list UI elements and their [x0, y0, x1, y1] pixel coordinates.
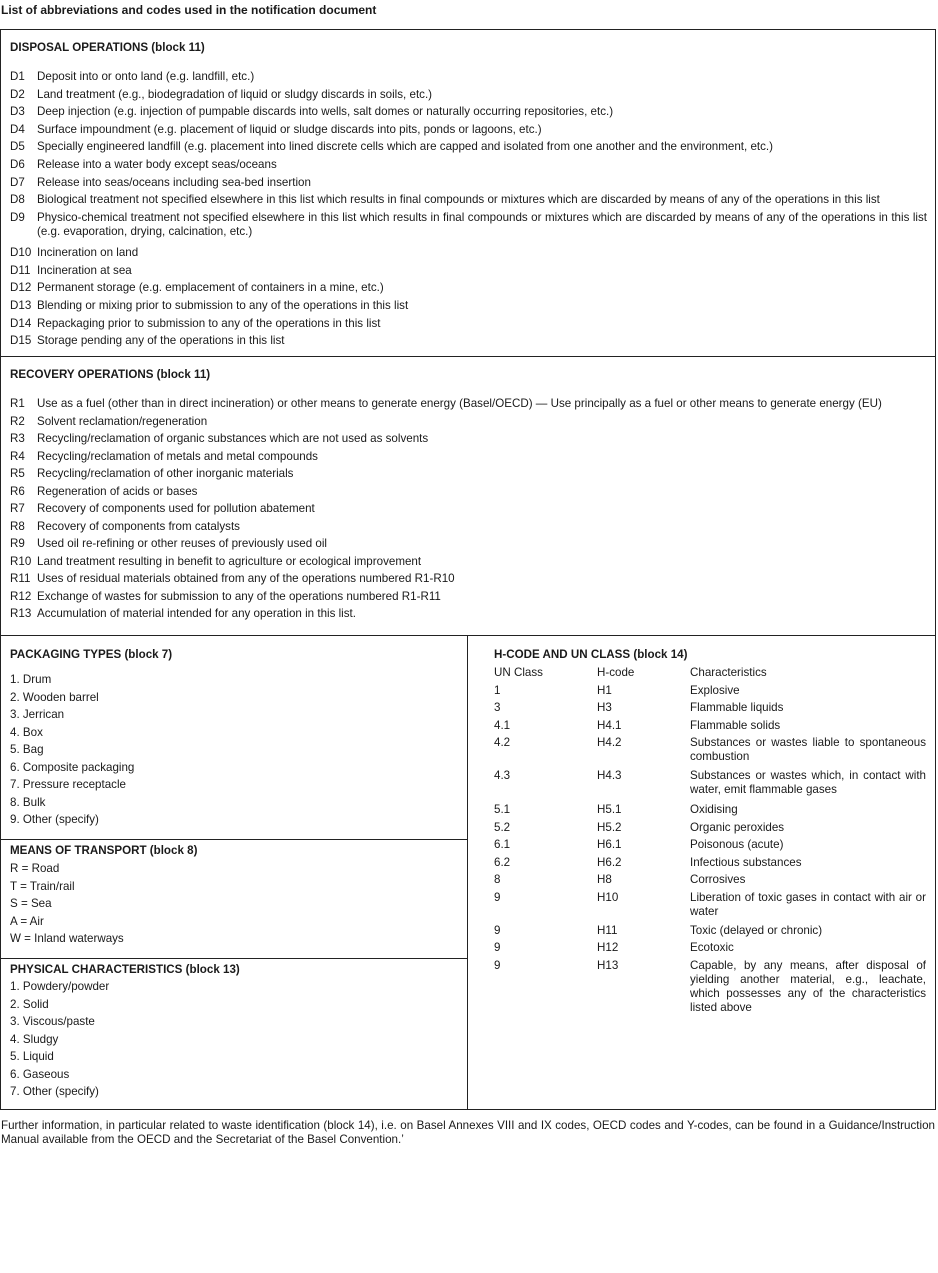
operation-description: Recovery of components used for pollution abatement — [37, 502, 315, 515]
operation-description: Solvent reclamation/regeneration — [37, 414, 208, 428]
hcode-row — [494, 719, 926, 737]
disposal-heading: DISPOSAL OPERATIONS (block 11) — [10, 41, 205, 54]
operation-row — [1, 415, 935, 433]
un-class-cell: 4.2 — [494, 736, 511, 749]
characteristics-cell: Explosive — [690, 683, 740, 697]
characteristics-cell: Flammable solids — [690, 718, 781, 732]
packaging-type-item: 6. Composite packaging — [10, 760, 135, 774]
operation-code: R4 — [10, 449, 25, 463]
operation-row — [1, 123, 935, 141]
physical-characteristic-item: 4. Sludgy — [10, 1032, 59, 1046]
physical-characteristic-item: 6. Gaseous — [10, 1067, 70, 1081]
operation-description: Deposit into or onto land (e.g. landfill, etc.) — [37, 70, 255, 83]
characteristics-cell: Organic peroxides — [690, 820, 785, 834]
h-code-cell: H6.2 — [597, 855, 622, 869]
operation-code: R13 — [10, 607, 32, 620]
recovery-operations-section — [1, 357, 935, 636]
operation-row — [1, 590, 935, 608]
operation-row — [1, 334, 935, 352]
un-class-cell: 9 — [494, 890, 501, 904]
physical-list — [10, 980, 450, 1103]
packaging-types-section — [1, 636, 467, 840]
operation-code: R3 — [10, 432, 25, 445]
operation-code: R7 — [10, 502, 25, 515]
means-of-transport-section — [1, 840, 467, 959]
operation-description: Recycling/reclamation of other inorganic materials — [37, 467, 294, 480]
un-class-cell: 4.3 — [494, 769, 511, 782]
un-class-cell: 1 — [494, 683, 501, 697]
h-code-cell: H11 — [597, 923, 618, 937]
column-header-h-code: H-code — [597, 666, 635, 679]
operation-row — [1, 246, 935, 264]
operation-description: Surface impoundment (e.g. placement of liquid or sludge discards into pits, ponds or lagoons, etc.) — [37, 122, 542, 136]
characteristics-cell: Flammable liquids — [690, 701, 784, 714]
operation-code: D5 — [10, 140, 25, 154]
operation-row — [1, 432, 935, 450]
operation-description: Regeneration of acids or bases — [37, 484, 198, 498]
un-class-cell: 5.2 — [494, 820, 511, 834]
operation-code: R11 — [10, 572, 31, 585]
operation-description: Accumulation of material intended for any operation in this list. — [37, 607, 356, 620]
packaging-type-item: 3. Jerrican — [10, 708, 65, 721]
left-column — [1, 636, 468, 1109]
packaging-type-item: 9. Other (specify) — [10, 813, 99, 826]
operation-code: D13 — [10, 299, 32, 313]
operation-row — [1, 299, 935, 317]
operation-description: Release into seas/oceans including sea-bed insertion — [37, 175, 311, 189]
operation-row — [1, 607, 935, 625]
hcode-row — [494, 701, 926, 719]
packaging-heading: PACKAGING TYPES (block 7) — [10, 648, 173, 661]
packaging-type-item: 1. Drum — [10, 673, 52, 686]
operation-description: Used oil re-refining or other reuses of previously used oil — [37, 537, 327, 550]
h-code-cell: H4.1 — [597, 718, 622, 732]
characteristics-cell: Ecotoxic — [690, 941, 734, 954]
operation-code: R2 — [10, 414, 25, 428]
transport-heading: MEANS OF TRANSPORT (block 8) — [10, 844, 198, 857]
operation-description: Uses of residual materials obtained from any of the operations numbered R1-R10 — [37, 572, 455, 585]
operation-description: Land treatment resulting in benefit to agriculture or ecological improvement — [37, 554, 422, 568]
operation-description: Land treatment (e.g., biodegradation of liquid or sludgy discards in soils, etc.) — [37, 87, 433, 101]
un-class-cell: 5.1 — [494, 803, 511, 816]
operation-row — [1, 555, 935, 573]
operation-code: D8 — [10, 193, 25, 207]
operation-description: Recycling/reclamation of organic substances which are not used as solvents — [37, 432, 429, 445]
operation-code: D6 — [10, 157, 25, 171]
physical-heading: PHYSICAL CHARACTERISTICS (block 13) — [10, 963, 240, 976]
operation-code: D4 — [10, 122, 25, 136]
operation-code: D3 — [10, 105, 25, 119]
h-code-cell: H8 — [597, 873, 612, 886]
characteristics-cell: Poisonous (acute) — [690, 838, 784, 851]
operation-row — [1, 450, 935, 468]
operation-row — [1, 105, 935, 123]
un-class-cell: 4.1 — [494, 718, 511, 732]
h-code-cell: H10 — [597, 890, 619, 904]
recovery-heading: RECOVERY OPERATIONS (block 11) — [10, 368, 211, 381]
hcode-table — [494, 666, 926, 1019]
un-class-cell: 3 — [494, 701, 501, 714]
un-class-cell: 9 — [494, 941, 501, 954]
physical-characteristic-item: 3. Viscous/paste — [10, 1015, 95, 1028]
un-class-cell: 8 — [494, 873, 501, 886]
transport-list — [10, 862, 450, 950]
operation-code: D7 — [10, 175, 25, 189]
hcode-row — [494, 941, 926, 959]
packaging-list — [10, 673, 450, 831]
operation-description: Deep injection (e.g. injection of pumpable discards into wells, salt domes or naturally occurring repositories, etc.) — [37, 105, 614, 119]
characteristics-cell: Substances or wastes which, in contact with water, emit flammable gases — [690, 769, 926, 796]
transport-item: R = Road — [10, 862, 60, 875]
h-code-un-class-section — [468, 636, 935, 1109]
operation-description: Physico-chemical treatment not specified elsewhere in this list which results in final compounds or mixtures which are discarded by means of any of the operations in this list (e.g. evaporation, drying, calcination, etc.) — [37, 210, 927, 238]
physical-characteristics-section — [1, 959, 467, 1109]
footnote: Further information, in particular related to waste identification (block 14), i.e. on Basel Annexes VIII and IX codes, OECD codes and Y-codes, can be found in a Guidance/Instruction Manual available from the OECD and the Secretariat of the Basel Convention.’ — [1, 1119, 935, 1146]
operation-row — [1, 317, 935, 335]
h-code-cell: H5.2 — [597, 820, 622, 834]
operation-row — [1, 572, 935, 590]
hcode-row — [494, 856, 926, 874]
operation-code: D12 — [10, 281, 32, 295]
operation-row — [1, 467, 935, 485]
operation-description: Biological treatment not specified elsewhere in this list which results in final compounds or mixtures which are discarded by means of any of the operations in this list — [37, 193, 880, 207]
operation-code: R9 — [10, 537, 25, 550]
operation-code: D11 — [10, 263, 31, 277]
operation-description: Permanent storage (e.g. emplacement of containers in a mine, etc.) — [37, 281, 384, 295]
characteristics-cell: Substances or wastes liable to spontaneous combustion — [690, 736, 926, 763]
operation-row — [1, 70, 935, 88]
operation-code: D2 — [10, 87, 25, 101]
characteristics-cell: Oxidising — [690, 803, 738, 816]
transport-item: T = Train/rail — [10, 879, 75, 893]
h-code-cell: H4.3 — [597, 769, 622, 782]
packaging-type-item: 2. Wooden barrel — [10, 690, 99, 704]
operation-row — [1, 158, 935, 176]
h-code-cell: H1 — [597, 683, 612, 697]
column-header-characteristics: Characteristics — [690, 666, 767, 679]
operation-code: R12 — [10, 589, 32, 603]
physical-characteristic-item: 7. Other (specify) — [10, 1085, 99, 1098]
operation-code: D9 — [10, 210, 25, 224]
un-class-cell: 9 — [494, 958, 501, 972]
page-title: List of abbreviations and codes used in the notification document — [1, 3, 377, 17]
operation-description: Storage pending any of the operations in this list — [37, 334, 285, 348]
transport-item: S = Sea — [10, 897, 52, 910]
characteristics-cell: Liberation of toxic gases in contact with air or water — [690, 890, 926, 918]
operation-description: Release into a water body except seas/oceans — [37, 157, 277, 171]
characteristics-cell: Capable, by any means, after disposal of yielding another material, e.g., leachate, which possesses any of the characteristics listed above — [690, 958, 926, 1014]
packaging-type-item: 4. Box — [10, 725, 43, 739]
operation-row — [1, 176, 935, 194]
un-class-cell: 9 — [494, 923, 501, 937]
physical-characteristic-item: 2. Solid — [10, 997, 49, 1011]
physical-characteristic-item: 1. Powdery/powder — [10, 980, 110, 993]
h-code-cell: H12 — [597, 941, 619, 954]
operation-code: D15 — [10, 334, 32, 348]
operation-row — [1, 140, 935, 158]
packaging-type-item: 8. Bulk — [10, 795, 46, 809]
recovery-list — [1, 397, 935, 625]
physical-characteristic-item: 5. Liquid — [10, 1050, 54, 1063]
operation-description: Exchange of wastes for submission to any of the operations numbered R1-R11 — [37, 589, 441, 603]
operation-description: Repackaging prior to submission to any of the operations in this list — [37, 316, 381, 330]
operation-description: Recovery of components from catalysts — [37, 519, 240, 533]
operation-row — [1, 502, 935, 520]
operation-row — [1, 88, 935, 106]
operation-code: D10 — [10, 246, 32, 260]
characteristics-cell: Infectious substances — [690, 855, 802, 869]
hcode-row — [494, 873, 926, 891]
operation-row — [1, 211, 935, 247]
un-class-cell: 6.2 — [494, 855, 511, 869]
hcode-row — [494, 684, 926, 702]
operation-description: Incineration at sea — [37, 263, 132, 277]
transport-item: A = Air — [10, 914, 44, 928]
operation-description: Specially engineered landfill (e.g. placement into lined discrete cells which are capped and isolated from one another and the environment, etc.) — [37, 140, 773, 154]
un-class-cell: 6.1 — [494, 838, 511, 851]
h-code-cell: H13 — [597, 958, 619, 972]
hcode-row — [494, 838, 926, 856]
transport-item: W = Inland waterways — [10, 932, 124, 945]
hcode-heading: H-CODE AND UN CLASS (block 14) — [494, 648, 688, 661]
hcode-row — [494, 736, 926, 769]
operation-code: D14 — [10, 316, 32, 330]
h-code-cell: H6.1 — [597, 838, 622, 851]
h-code-cell: H3 — [597, 701, 612, 714]
hcode-row — [494, 803, 926, 821]
packaging-type-item: 5. Bag — [10, 743, 44, 756]
h-code-cell: H4.2 — [597, 736, 622, 749]
operation-description: Recycling/reclamation of metals and metal compounds — [37, 449, 318, 463]
operation-row — [1, 520, 935, 538]
packaging-type-item: 7. Pressure receptacle — [10, 778, 126, 791]
hcode-row — [494, 959, 926, 1019]
operation-description: Blending or mixing prior to submission to any of the operations in this list — [37, 299, 409, 313]
characteristics-cell: Corrosives — [690, 873, 746, 886]
disposal-list — [1, 70, 935, 352]
codes-table — [0, 29, 936, 1110]
operation-row — [1, 281, 935, 299]
operation-row — [1, 397, 935, 415]
operation-code: R6 — [10, 484, 25, 498]
hcode-row — [494, 821, 926, 839]
hcode-row — [494, 891, 926, 924]
operation-code: R10 — [10, 554, 32, 568]
hcode-row — [494, 769, 926, 803]
disposal-operations-section — [1, 30, 935, 357]
operation-row — [1, 537, 935, 555]
operation-description: Use as a fuel (other than in direct incineration) or other means to generate energy (Basel/OECD) — Use principally as a fuel or other means to generate energy (EU) — [37, 397, 882, 410]
operation-code: R5 — [10, 467, 25, 480]
characteristics-cell: Toxic (delayed or chronic) — [690, 923, 823, 937]
hcode-header-row — [494, 666, 926, 684]
h-code-cell: H5.1 — [597, 803, 622, 816]
operation-row — [1, 193, 935, 211]
hcode-row — [494, 924, 926, 942]
operation-code: R1 — [10, 397, 25, 410]
operation-code: D1 — [10, 70, 25, 83]
operation-row — [1, 485, 935, 503]
operation-row — [1, 264, 935, 282]
column-header-un-class: UN Class — [494, 666, 543, 679]
operation-description: Incineration on land — [37, 246, 139, 260]
operation-code: R8 — [10, 519, 25, 533]
